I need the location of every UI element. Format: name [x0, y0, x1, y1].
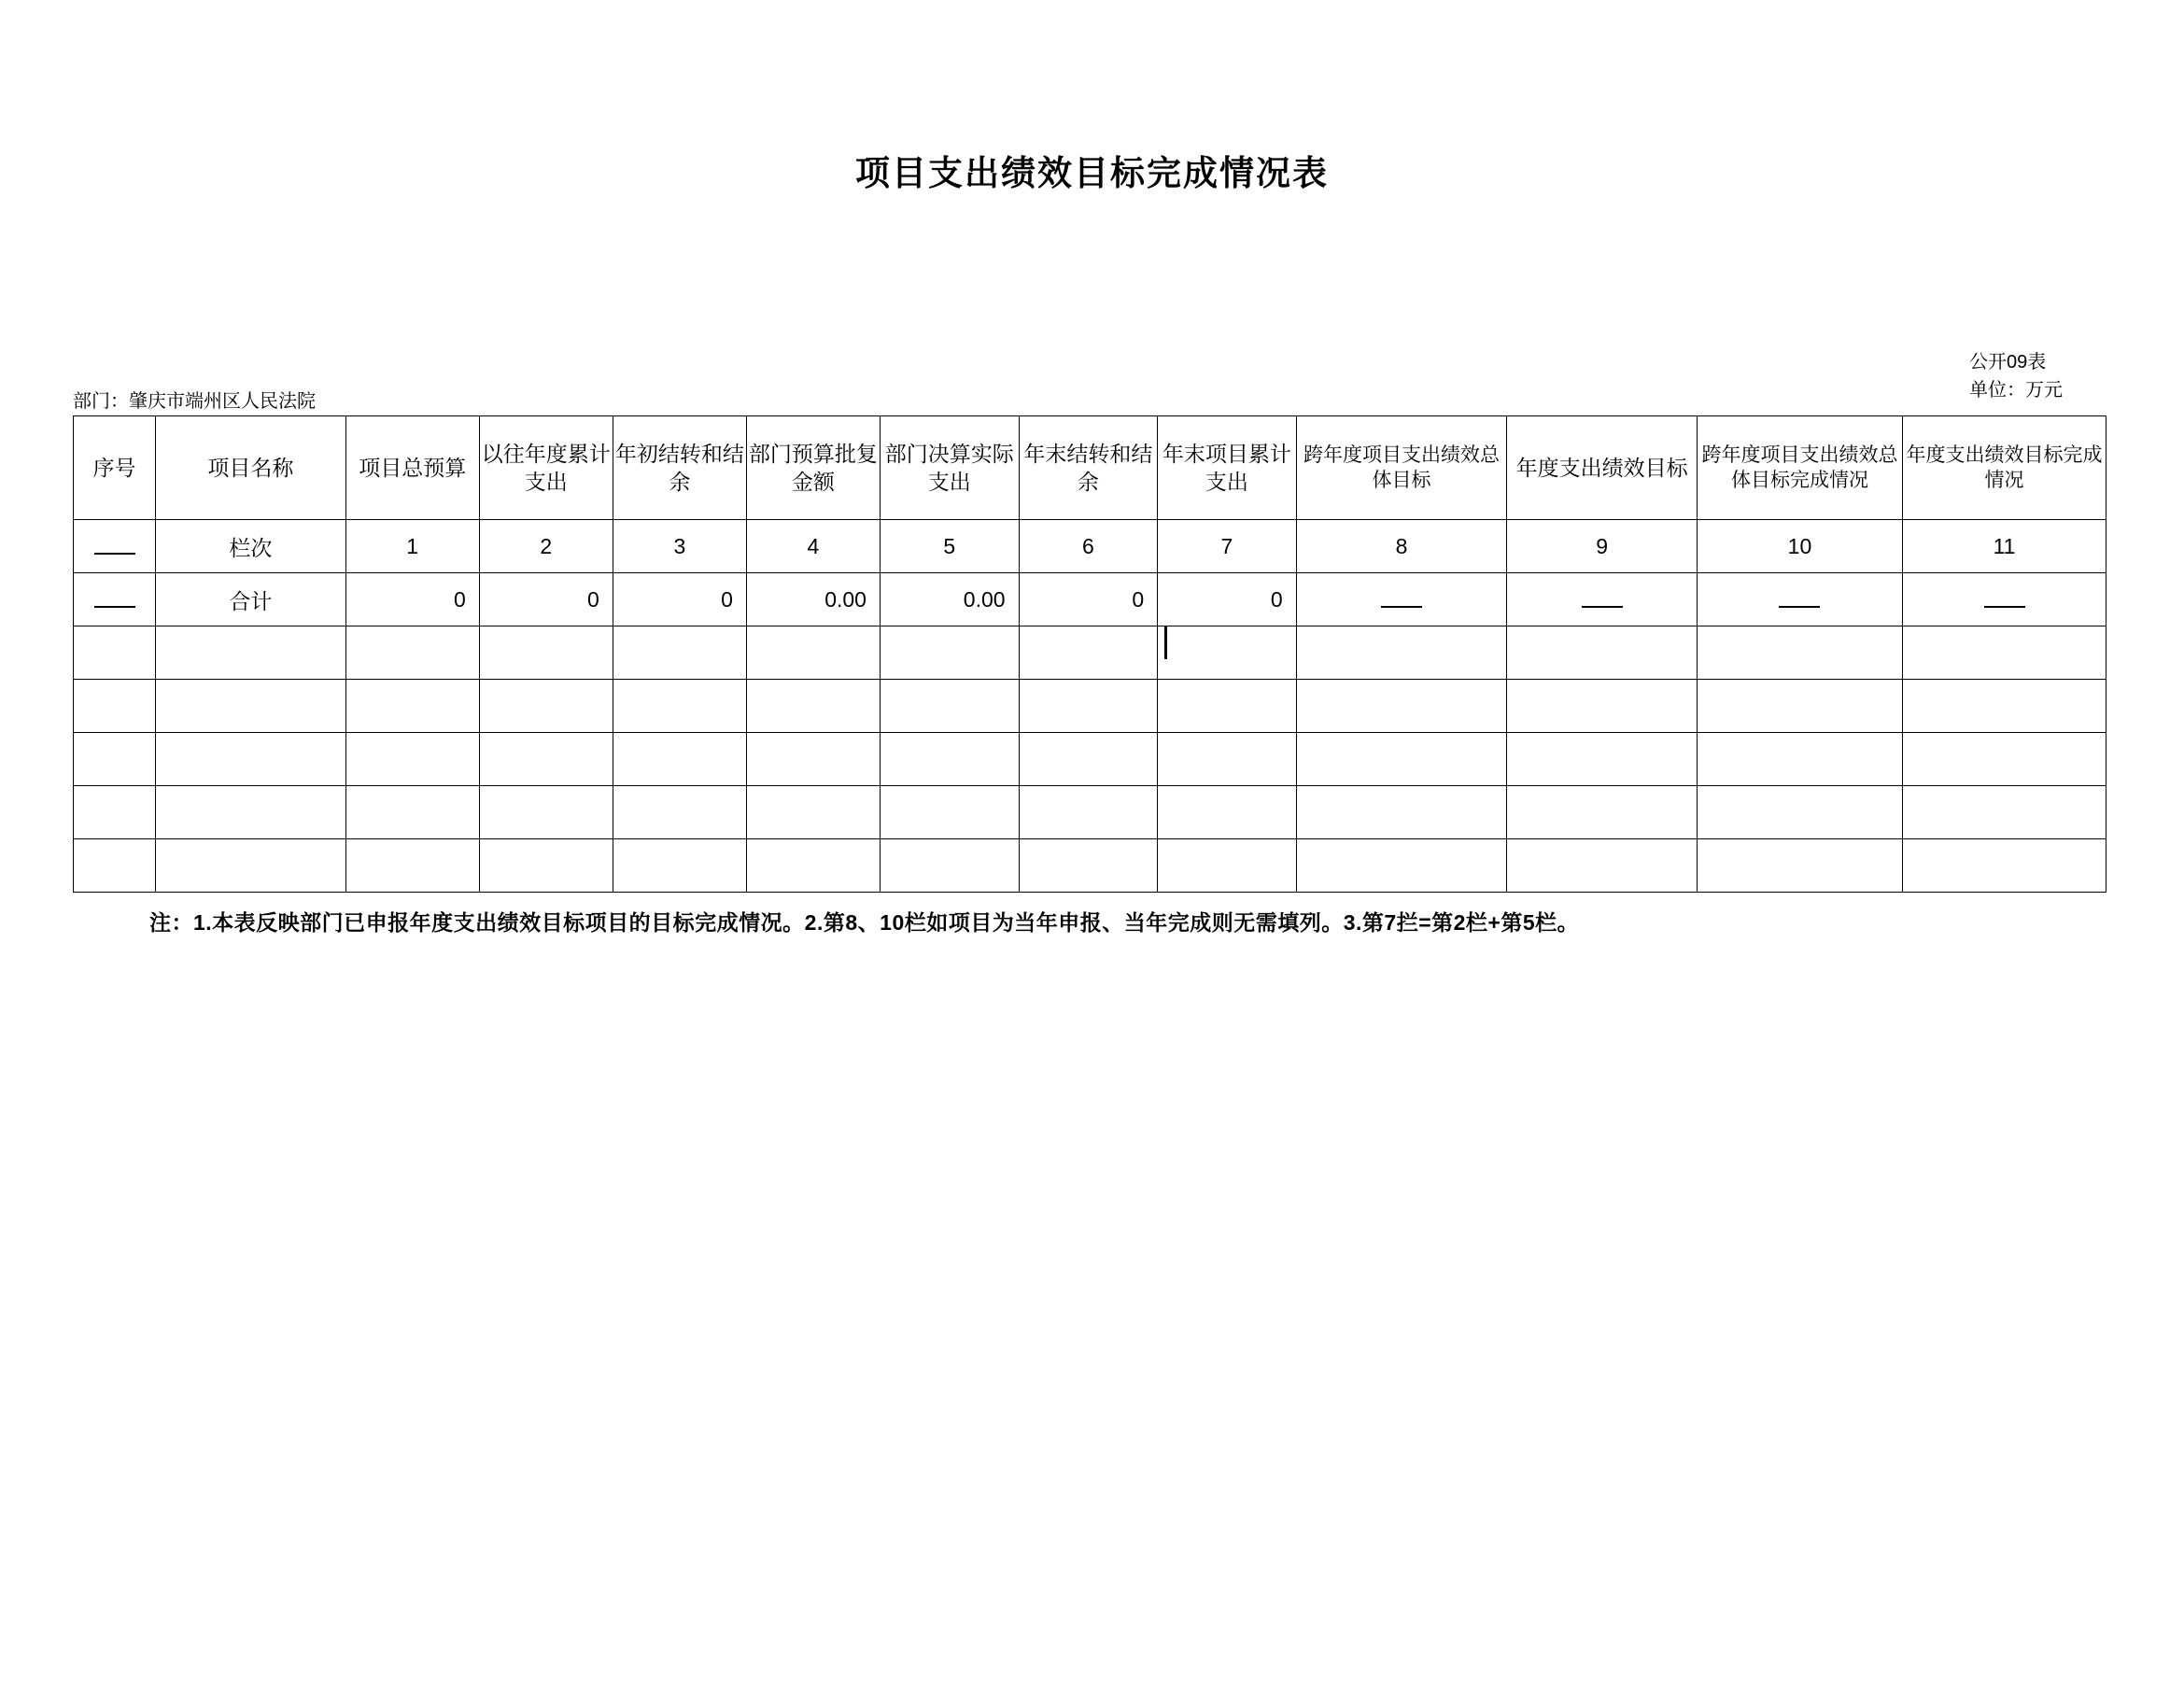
cell-annual-performance-target[interactable]: [1507, 786, 1698, 839]
cell-multiyear-overall-target-completion[interactable]: [1697, 680, 1902, 733]
cell-previous-cumulative-expenditure[interactable]: [479, 733, 613, 786]
cell-previous-cumulative-expenditure[interactable]: [479, 680, 613, 733]
table-row: [74, 786, 2107, 839]
dash-mark-icon: [94, 541, 135, 555]
cell-approved-budget-amount[interactable]: [746, 733, 880, 786]
column-number-7: 7: [1158, 520, 1297, 573]
header-multiyear-overall-target-completion: 跨年度项目支出绩效总体目标完成情况: [1697, 416, 1902, 520]
cell-beginning-carryover[interactable]: [613, 626, 746, 680]
header-ending-carryover: 年末结转和结余: [1019, 416, 1158, 520]
cell-year-end-cumulative-expenditure[interactable]: [1158, 839, 1297, 893]
performance-table: [73, 415, 2107, 893]
cell-actual-expenditure[interactable]: [880, 680, 1019, 733]
cell-seq[interactable]: [74, 733, 156, 786]
cell-ending-carryover[interactable]: [1019, 626, 1158, 680]
text-cursor: [1164, 626, 1167, 659]
cell-annual-target-completion[interactable]: [1903, 626, 2107, 680]
total-annual-target-completion: [1903, 573, 2107, 626]
column-number-2: 2: [479, 520, 613, 573]
header-annual-target-completion: 年度支出绩效目标完成情况: [1903, 416, 2107, 520]
column-number-4: 4: [746, 520, 880, 573]
cell-annual-target-completion[interactable]: [1903, 839, 2107, 893]
cell-previous-cumulative-expenditure[interactable]: [479, 786, 613, 839]
column-number-row: [74, 520, 2107, 573]
table-header-row: [74, 416, 2107, 520]
table-row: [74, 839, 2107, 893]
dash-mark-icon: [1779, 594, 1820, 608]
cell-approved-budget-amount[interactable]: [746, 626, 880, 680]
cell-ending-carryover[interactable]: [1019, 680, 1158, 733]
total-ending-carryover: 0: [1019, 573, 1158, 626]
cell-annual-target-completion[interactable]: [1903, 733, 2107, 786]
cell-year-end-cumulative-expenditure[interactable]: [1158, 786, 1297, 839]
cell-multiyear-overall-target[interactable]: [1296, 733, 1507, 786]
cell-annual-performance-target[interactable]: [1507, 839, 1698, 893]
cell-previous-cumulative-expenditure[interactable]: [479, 839, 613, 893]
column-number-1: 1: [345, 520, 479, 573]
cell-project-name[interactable]: [156, 626, 346, 680]
header-actual-expenditure: 部门决算实际支出: [880, 416, 1019, 520]
total-approved-budget-amount: 0.00: [746, 573, 880, 626]
cell-seq[interactable]: [74, 839, 156, 893]
header-total-budget: 项目总预算: [345, 416, 479, 520]
department-label: 部门：肇庆市端州区人民法院: [73, 391, 316, 412]
total-total-budget: 0: [345, 573, 479, 626]
cell-multiyear-overall-target[interactable]: [1296, 680, 1507, 733]
column-number-5: 5: [880, 520, 1019, 573]
cell-beginning-carryover[interactable]: [613, 786, 746, 839]
header-seq: 序号: [74, 416, 156, 520]
cell-seq[interactable]: [74, 680, 156, 733]
cell-actual-expenditure[interactable]: [880, 786, 1019, 839]
cell-project-name[interactable]: [156, 839, 346, 893]
column-number-10: 10: [1697, 520, 1902, 573]
cell-actual-expenditure[interactable]: [880, 626, 1019, 680]
cell-project-name[interactable]: [156, 680, 346, 733]
cell-annual-performance-target[interactable]: [1507, 733, 1698, 786]
cell-ending-carryover[interactable]: [1019, 733, 1158, 786]
table-row: [74, 680, 2107, 733]
cell-year-end-cumulative-expenditure[interactable]: [1158, 626, 1297, 680]
cell-year-end-cumulative-expenditure[interactable]: [1158, 733, 1297, 786]
cell-ending-carryover[interactable]: [1019, 786, 1158, 839]
header-beginning-carryover: 年初结转和结余: [613, 416, 746, 520]
total-row-label: 合计: [156, 573, 346, 626]
page-title: 项目支出绩效目标完成情况表: [855, 154, 1329, 192]
header-previous-cumulative-expenditure: 以往年度累计支出: [479, 416, 613, 520]
document-page: [0, 145, 2184, 1689]
table-note: 注：1.本表反映部门已申报年度支出绩效目标项目的目标完成情况。2.第8、10栏如项目为当年申报、当年完成则无需填列。3.第7拦=第2栏+第5栏。: [149, 910, 1580, 935]
cell-year-end-cumulative-expenditure[interactable]: [1158, 680, 1297, 733]
column-row-label: 栏次: [156, 520, 346, 573]
table-row: [74, 626, 2107, 680]
column-number-9: 9: [1507, 520, 1698, 573]
cell-beginning-carryover[interactable]: [613, 733, 746, 786]
cell-total-budget[interactable]: [345, 626, 479, 680]
cell-multiyear-overall-target-completion[interactable]: [1697, 786, 1902, 839]
column-number-6: 6: [1019, 520, 1158, 573]
cell-beginning-carryover[interactable]: [613, 680, 746, 733]
dash-mark-icon: [1984, 594, 2025, 608]
column-number-11: 11: [1903, 520, 2107, 573]
cell-approved-budget-amount[interactable]: [746, 786, 880, 839]
cell-multiyear-overall-target-completion[interactable]: [1697, 733, 1902, 786]
total-row-seq: [74, 573, 156, 626]
column-number-8: 8: [1296, 520, 1507, 573]
cell-multiyear-overall-target-completion[interactable]: [1697, 626, 1902, 680]
cell-ending-carryover[interactable]: [1019, 839, 1158, 893]
unit-label: 单位：万元: [1969, 380, 2063, 401]
cell-approved-budget-amount[interactable]: [746, 839, 880, 893]
column-number-3: 3: [613, 520, 746, 573]
cell-seq[interactable]: [74, 626, 156, 680]
header-year-end-cumulative-expenditure: 年末项目累计支出: [1158, 416, 1297, 520]
header-multiyear-overall-target: 跨年度项目支出绩效总体目标: [1296, 416, 1507, 520]
dash-mark-icon: [1381, 594, 1422, 608]
total-annual-performance-target: [1507, 573, 1698, 626]
cell-previous-cumulative-expenditure[interactable]: [479, 626, 613, 680]
total-previous-cumulative-expenditure: 0: [479, 573, 613, 626]
cell-seq[interactable]: [74, 786, 156, 839]
cell-total-budget[interactable]: [345, 680, 479, 733]
cell-approved-budget-amount[interactable]: [746, 680, 880, 733]
total-multiyear-overall-target: [1296, 573, 1507, 626]
cell-actual-expenditure[interactable]: [880, 733, 1019, 786]
cell-multiyear-overall-target-completion[interactable]: [1697, 839, 1902, 893]
cell-multiyear-overall-target[interactable]: [1296, 786, 1507, 839]
form-code: 公开09表: [1969, 352, 2047, 373]
total-multiyear-overall-target-completion: [1697, 573, 1902, 626]
form-meta: [1969, 348, 2063, 404]
cell-total-budget[interactable]: [345, 839, 479, 893]
column-row-seq: [74, 520, 156, 573]
header-annual-performance-target: 年度支出绩效目标: [1507, 416, 1698, 520]
table-row: [74, 733, 2107, 786]
cell-multiyear-overall-target[interactable]: [1296, 626, 1507, 680]
cell-annual-target-completion[interactable]: [1903, 786, 2107, 839]
total-year-end-cumulative-expenditure: 0: [1158, 573, 1297, 626]
total-beginning-carryover: 0: [613, 573, 746, 626]
total-row: [74, 573, 2107, 626]
cell-beginning-carryover[interactable]: [613, 839, 746, 893]
cell-project-name[interactable]: [156, 733, 346, 786]
dash-mark-icon: [1582, 594, 1623, 608]
cell-annual-performance-target[interactable]: [1507, 680, 1698, 733]
cell-total-budget[interactable]: [345, 733, 479, 786]
cell-project-name[interactable]: [156, 786, 346, 839]
dash-mark-icon: [94, 594, 135, 608]
header-approved-budget-amount: 部门预算批复金额: [746, 416, 880, 520]
cell-total-budget[interactable]: [345, 786, 479, 839]
cell-annual-target-completion[interactable]: [1903, 680, 2107, 733]
cell-annual-performance-target[interactable]: [1507, 626, 1698, 680]
cell-actual-expenditure[interactable]: [880, 839, 1019, 893]
header-project-name: 项目名称: [156, 416, 346, 520]
total-actual-expenditure: 0.00: [880, 573, 1019, 626]
cell-multiyear-overall-target[interactable]: [1296, 839, 1507, 893]
